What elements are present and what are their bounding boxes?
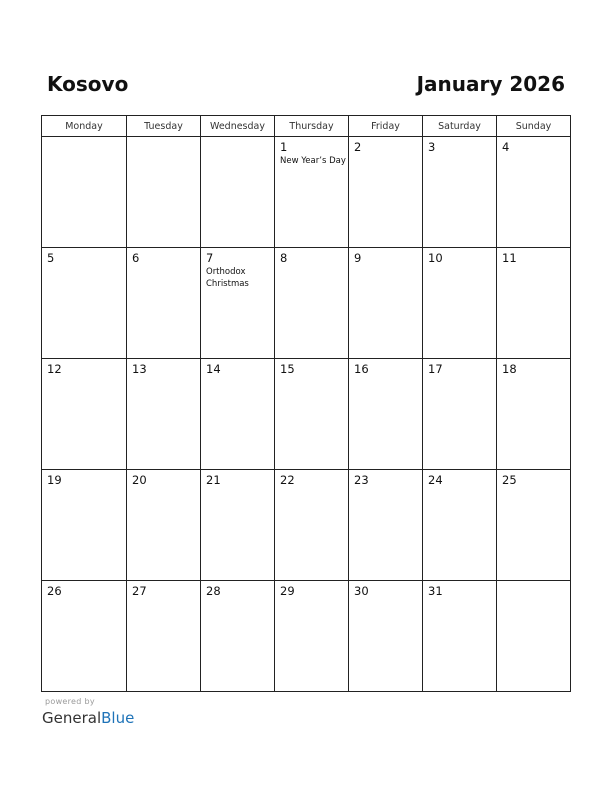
day-number: 26: [47, 584, 62, 598]
day-cell: [201, 581, 275, 692]
day-number: 8: [280, 251, 288, 265]
logo-blue-text: Blue: [101, 709, 135, 727]
day-cell: [497, 581, 571, 692]
day-cell: [201, 137, 275, 248]
weekday-sunday: Sunday: [497, 116, 571, 137]
day-cell: [349, 248, 423, 359]
day-cell: [423, 359, 497, 470]
day-number: 17: [428, 362, 443, 376]
day-cell: [275, 470, 349, 581]
day-number: 9: [354, 251, 362, 265]
day-number: 14: [206, 362, 221, 376]
day-number: 28: [206, 584, 221, 598]
day-number: 2: [354, 140, 362, 154]
day-number: 19: [47, 473, 62, 487]
day-cell: [127, 248, 201, 359]
day-number: 27: [132, 584, 147, 598]
day-number: 4: [502, 140, 510, 154]
weekday-header-row: [42, 116, 571, 137]
week-row: [42, 359, 571, 470]
day-cell: [201, 470, 275, 581]
weekday-monday: Monday: [42, 116, 127, 137]
day-number: 11: [502, 251, 517, 265]
day-number: 31: [428, 584, 443, 598]
day-cell: [423, 581, 497, 692]
day-cell: [127, 470, 201, 581]
day-number: 25: [502, 473, 517, 487]
calendar-grid: [41, 115, 571, 692]
day-number: 13: [132, 362, 147, 376]
day-cell: [42, 359, 127, 470]
weekday-wednesday: Wednesday: [201, 116, 275, 137]
day-number: 29: [280, 584, 295, 598]
day-cell: [349, 359, 423, 470]
day-number: 12: [47, 362, 62, 376]
day-cell: [127, 581, 201, 692]
day-cell: [423, 470, 497, 581]
day-number: 15: [280, 362, 295, 376]
day-number: 16: [354, 362, 369, 376]
holiday-label: New Year’s Day: [280, 156, 346, 166]
country-title: Kosovo: [47, 72, 129, 96]
day-cell: [275, 581, 349, 692]
day-number: 10: [428, 251, 443, 265]
day-number: 20: [132, 473, 147, 487]
day-cell: [201, 248, 275, 359]
week-row: [42, 470, 571, 581]
day-cell: [497, 137, 571, 248]
weekday-saturday: Saturday: [423, 116, 497, 137]
day-cell: [497, 248, 571, 359]
month-title: January 2026: [416, 72, 565, 96]
week-row: [42, 581, 571, 692]
day-cell: [497, 359, 571, 470]
day-cell: [423, 137, 497, 248]
day-cell: [349, 137, 423, 248]
day-cell: [275, 137, 349, 248]
day-cell: [127, 359, 201, 470]
day-cell: [42, 470, 127, 581]
day-number: 1: [280, 140, 288, 154]
day-number: 30: [354, 584, 369, 598]
day-number: 21: [206, 473, 221, 487]
week-row: [42, 248, 571, 359]
day-number: 22: [280, 473, 295, 487]
day-cell: [275, 248, 349, 359]
week-row: [42, 137, 571, 248]
day-cell: [349, 581, 423, 692]
day-cell: [497, 470, 571, 581]
day-cell: [127, 137, 201, 248]
weekday-tuesday: Tuesday: [127, 116, 201, 137]
weekday-thursday: Thursday: [275, 116, 349, 137]
day-number: 23: [354, 473, 369, 487]
day-number: 24: [428, 473, 443, 487]
weekday-friday: Friday: [349, 116, 423, 137]
day-number: 6: [132, 251, 140, 265]
day-cell: [423, 248, 497, 359]
logo-general-text: General: [42, 709, 102, 727]
day-cell: [275, 359, 349, 470]
generalblue-logo[interactable]: [42, 708, 134, 728]
day-cell: [349, 470, 423, 581]
day-cell: [201, 359, 275, 470]
day-cell: [42, 137, 127, 248]
day-number: 18: [502, 362, 517, 376]
powered-by-text: powered by: [45, 697, 95, 706]
day-cell: [42, 248, 127, 359]
day-number: 3: [428, 140, 436, 154]
day-number: 7: [206, 251, 214, 265]
day-number: 5: [47, 251, 55, 265]
day-cell: [42, 581, 127, 692]
holiday-label: Orthodox Christmas: [206, 267, 249, 289]
